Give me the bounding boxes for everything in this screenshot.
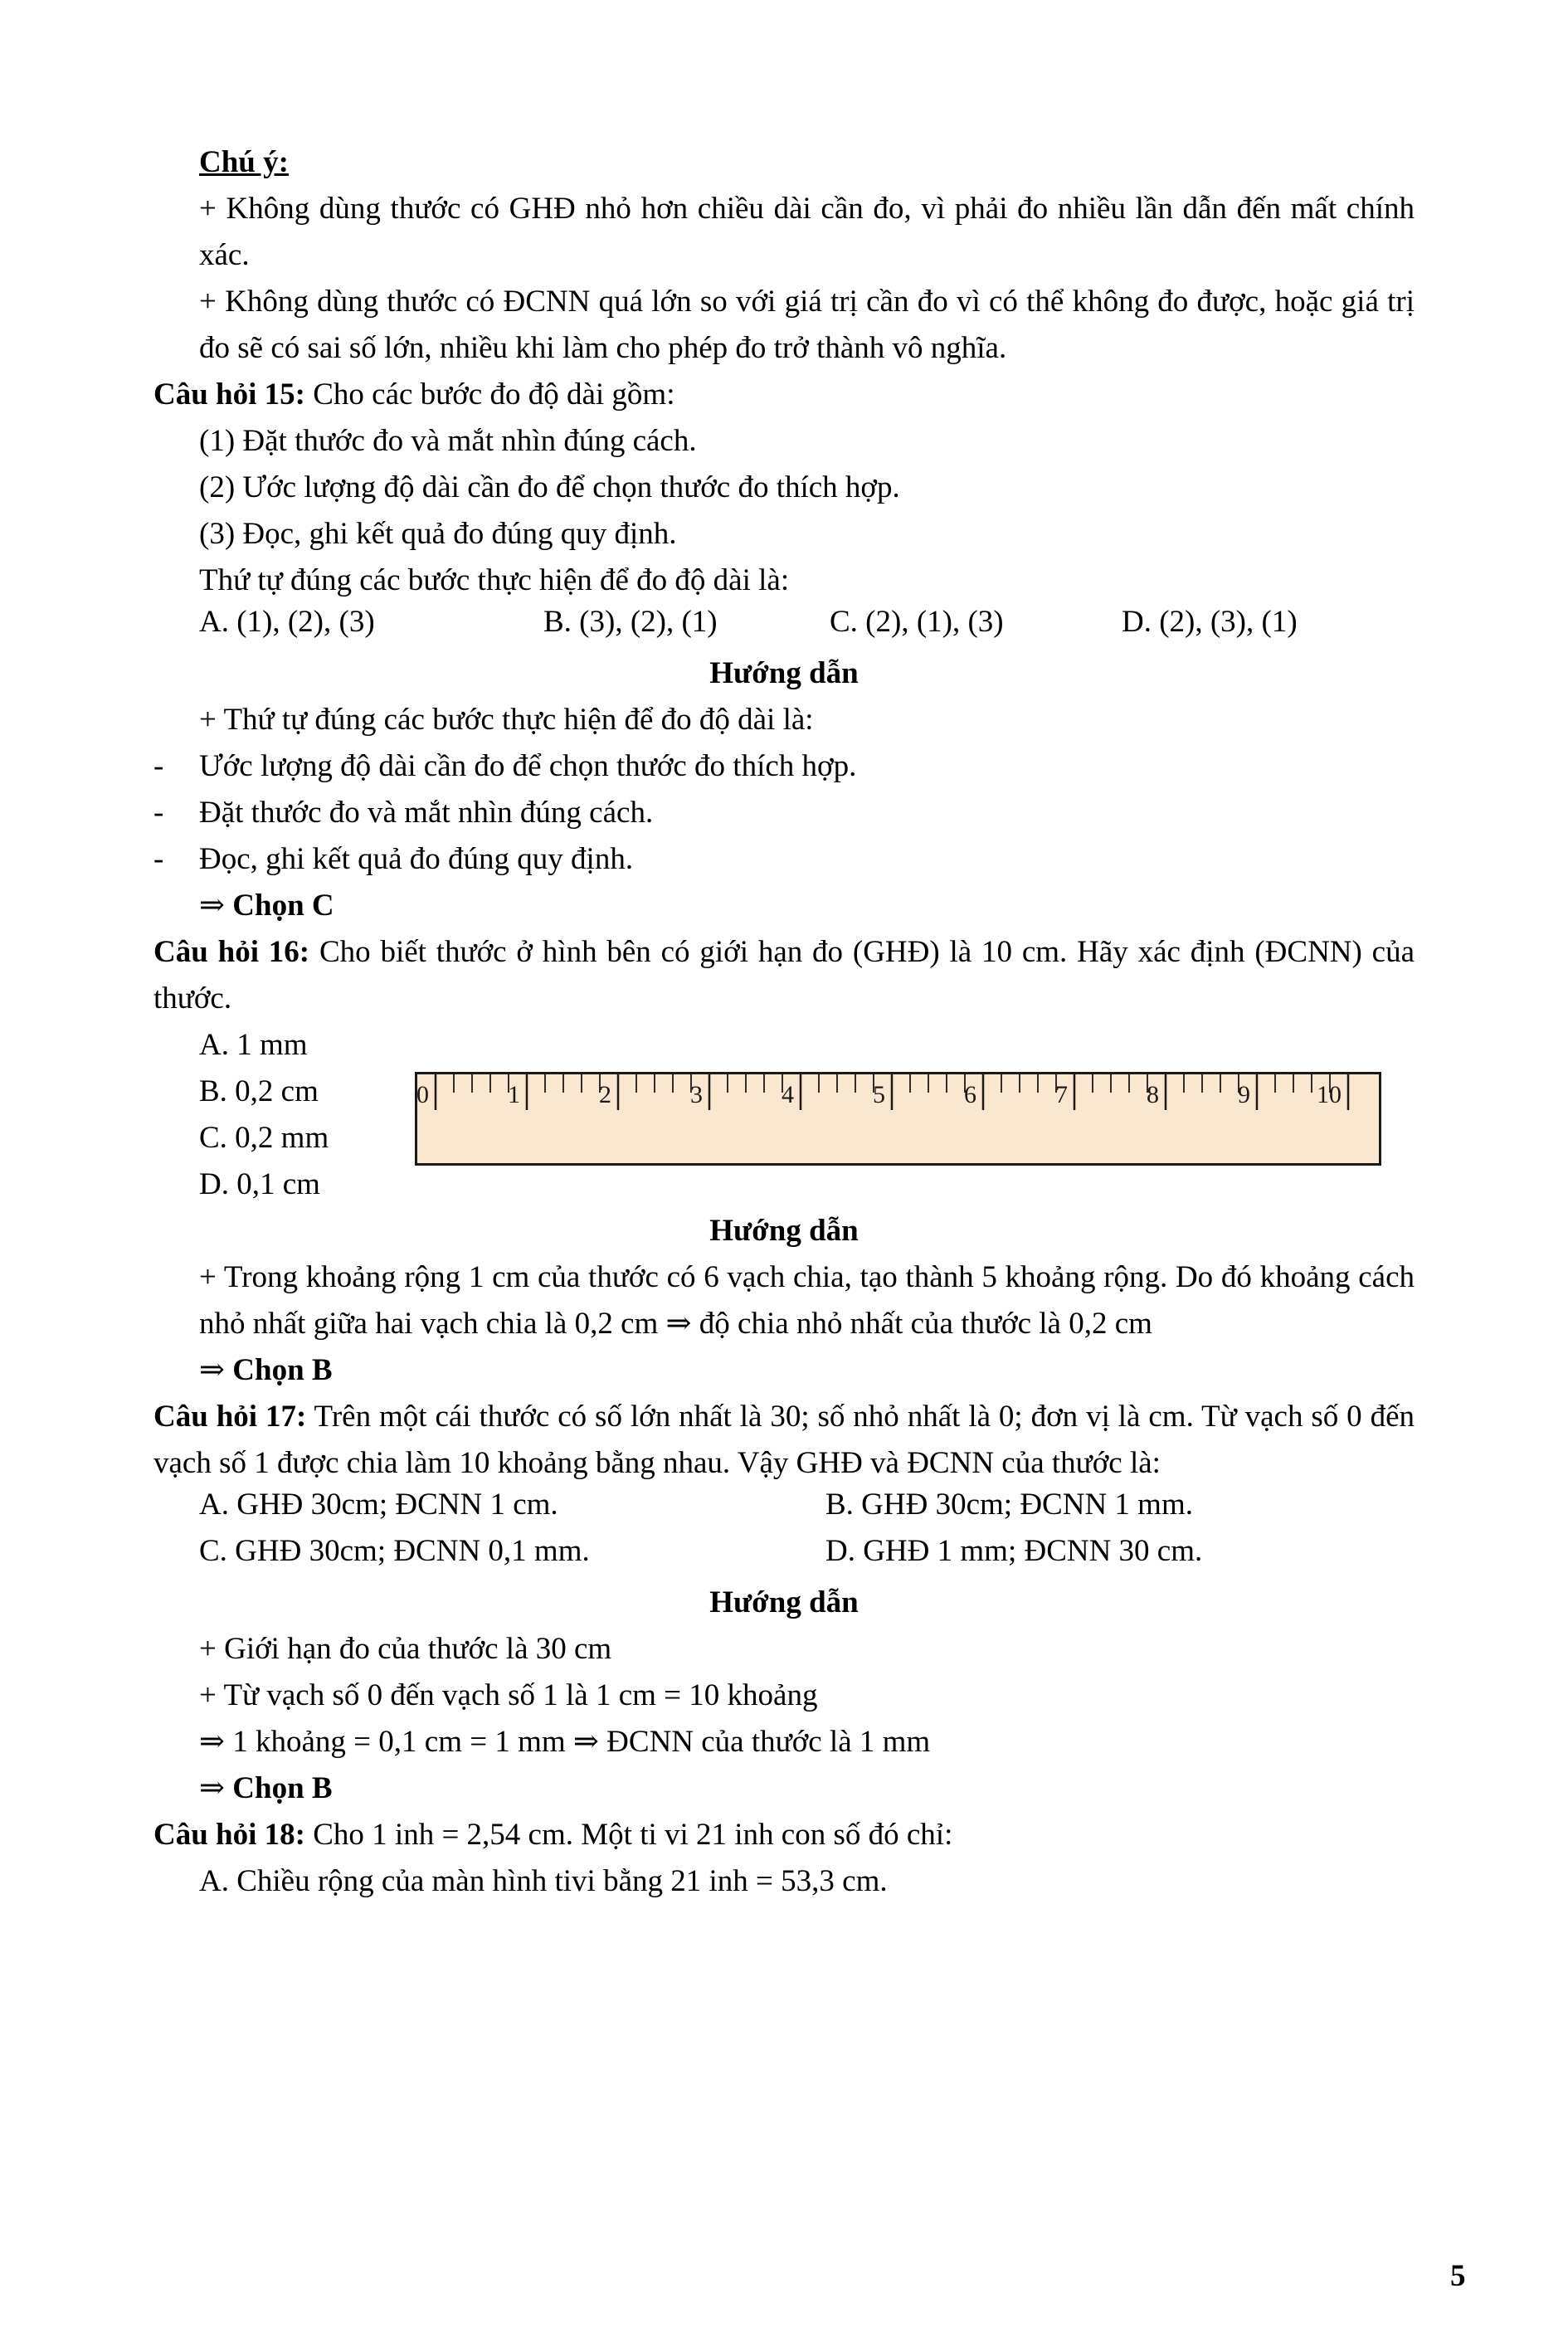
option-d: D. 0,1 cm bbox=[199, 1167, 320, 1201]
question-16-answer-line bbox=[153, 1347, 1415, 1394]
dash-marker: - bbox=[153, 842, 164, 876]
question-15 bbox=[153, 372, 1415, 418]
ruler-image bbox=[415, 1072, 1381, 1166]
note-heading: Chú ý: bbox=[199, 145, 289, 179]
implies-arrow: ⇒ bbox=[199, 889, 226, 923]
question-17-options-row-1 bbox=[153, 1487, 1415, 1533]
guide-list-item-text: Đặt thước đo và mắt nhìn đúng cách. bbox=[199, 796, 654, 830]
note-heading-line bbox=[153, 139, 1415, 186]
question-17-options-row-2 bbox=[153, 1533, 1415, 1580]
svg-text:5: 5 bbox=[873, 1081, 885, 1108]
guide-heading: Hướng dẫn bbox=[709, 1214, 859, 1248]
svg-text:9: 9 bbox=[1238, 1081, 1250, 1108]
implies-arrow: ⇒ bbox=[199, 1353, 226, 1387]
question-16 bbox=[153, 929, 1415, 1022]
option-a: A. 1 mm bbox=[199, 1028, 308, 1062]
note-paragraph-1: + Không dùng thước có GHĐ nhỏ hơn chiều dài cần đo, vì phải đo nhiều lần dẫn đến mất chính xác. bbox=[199, 192, 1415, 272]
option-a: A. Chiều rộng của màn hình tivi bằng 21 inh = 53,3 cm. bbox=[199, 1864, 888, 1898]
option-c: C. (2), (1), (3) bbox=[830, 605, 1004, 639]
page-number: 5 bbox=[1450, 2259, 1466, 2293]
question-18-label: Câu hỏi 18: bbox=[153, 1818, 305, 1852]
question-15-step: (3) Đọc, ghi kết quả đo đúng quy định. bbox=[199, 517, 677, 551]
question-17-guide-line: + Từ vạch số 0 đến vạch số 1 là 1 cm = 10 khoảng bbox=[199, 1678, 818, 1712]
page-content bbox=[153, 139, 1415, 1905]
option-a: A. GHĐ 30cm; ĐCNN 1 cm. bbox=[199, 1488, 558, 1522]
option-b: B. 0,2 cm bbox=[199, 1074, 319, 1108]
svg-text:7: 7 bbox=[1055, 1081, 1068, 1108]
svg-text:8: 8 bbox=[1147, 1081, 1159, 1108]
question-15-answer-line bbox=[153, 883, 1415, 929]
question-17-guide-line: ⇒ 1 khoảng = 0,1 cm = 1 mm ⇒ ĐCNN của thước là 1 mm bbox=[199, 1725, 931, 1759]
question-15-label: Câu hỏi 15: bbox=[153, 377, 305, 411]
option-c: C. 0,2 mm bbox=[199, 1121, 329, 1155]
guide-list-item-text: Đọc, ghi kết quả đo đúng quy định. bbox=[199, 842, 634, 876]
question-15-step: (1) Đặt thước đo và mắt nhìn đúng cách. bbox=[199, 424, 697, 458]
guide-heading: Hướng dẫn bbox=[709, 656, 859, 690]
question-17-guide-line: + Giới hạn đo của thước là 30 cm bbox=[199, 1632, 612, 1666]
note-paragraph-2: + Không dùng thước có ĐCNN quá lớn so với giá trị cần đo vì có thể không đo được, hoặc giá trị đo sẽ có sai số lớn, nhiều khi làm cho phép đo trở thành vô nghĩa. bbox=[199, 285, 1415, 365]
question-16-guide-text: + Trong khoảng rộng 1 cm của thước có 6 vạch chia, tạo thành 5 khoảng rộng. Do đó khoảng cách nhỏ nhất giữa hai vạch chia là 0,2 cm ⇒ độ chia nhỏ nhất của thước là 0,2 cm bbox=[199, 1260, 1415, 1341]
svg-text:10: 10 bbox=[1317, 1081, 1342, 1108]
guide-list-item-text: Ước lượng độ dài cần đo để chọn thước đo thích hợp. bbox=[199, 749, 857, 783]
svg-text:3: 3 bbox=[690, 1081, 703, 1108]
dash-marker: - bbox=[153, 749, 164, 783]
option-b: B. GHĐ 30cm; ĐCNN 1 mm. bbox=[825, 1488, 1193, 1522]
question-17-answer: Chọn B bbox=[232, 1771, 333, 1805]
question-15-text: Cho các bước đo độ dài gồm: bbox=[313, 377, 675, 411]
option-a: A. (1), (2), (3) bbox=[199, 605, 375, 639]
question-16-options-and-figure bbox=[153, 1022, 1415, 1208]
question-16-text: Cho biết thước ở hình bên có giới hạn đo (GHĐ) là 10 cm. Hãy xác định (ĐCNN) của thước. bbox=[153, 935, 1415, 1015]
implies-arrow: ⇒ bbox=[199, 1771, 226, 1805]
question-16-label: Câu hỏi 16: bbox=[153, 935, 310, 969]
dash-marker: - bbox=[153, 796, 164, 830]
question-17 bbox=[153, 1394, 1415, 1487]
option-d: D. GHĐ 1 mm; ĐCNN 30 cm. bbox=[825, 1534, 1203, 1568]
question-15-guide-intro: + Thứ tự đúng các bước thực hiện để đo độ dài là: bbox=[199, 703, 814, 737]
svg-text:2: 2 bbox=[599, 1081, 611, 1108]
question-16-answer: Chọn B bbox=[232, 1353, 333, 1387]
svg-text:4: 4 bbox=[782, 1081, 794, 1108]
guide-heading: Hướng dẫn bbox=[709, 1585, 859, 1619]
question-18-text: Cho 1 inh = 2,54 cm. Một ti vi 21 inh con số đó chỉ: bbox=[313, 1818, 953, 1852]
question-17-label: Câu hỏi 17: bbox=[153, 1400, 307, 1434]
question-15-answer: Chọn C bbox=[232, 889, 334, 923]
question-17-text: Trên một cái thước có số lớn nhất là 30; số nhỏ nhất là 0; đơn vị là cm. Từ vạch số 0 đến vạch số 1 được chia làm 10 khoảng bằng nhau. Vậy GHĐ và ĐCNN của thước là: bbox=[153, 1400, 1415, 1480]
option-d: D. (2), (3), (1) bbox=[1122, 605, 1298, 639]
question-15-options bbox=[153, 604, 1415, 650]
svg-text:1: 1 bbox=[508, 1081, 520, 1108]
svg-text:0: 0 bbox=[416, 1081, 429, 1108]
guide-list-item bbox=[153, 790, 1415, 836]
svg-text:6: 6 bbox=[964, 1081, 976, 1108]
question-15-step: (2) Ước lượng độ dài cần đo để chọn thước đo thích hợp. bbox=[199, 470, 900, 504]
question-17-answer-line bbox=[153, 1765, 1415, 1812]
option-c: C. GHĐ 30cm; ĐCNN 0,1 mm. bbox=[199, 1534, 590, 1568]
question-15-prompt: Thứ tự đúng các bước thực hiện để đo độ dài là: bbox=[199, 563, 790, 597]
option-b: B. (3), (2), (1) bbox=[543, 605, 718, 639]
question-18 bbox=[153, 1812, 1415, 1858]
guide-list-item bbox=[153, 743, 1415, 790]
guide-list-item bbox=[153, 836, 1415, 883]
